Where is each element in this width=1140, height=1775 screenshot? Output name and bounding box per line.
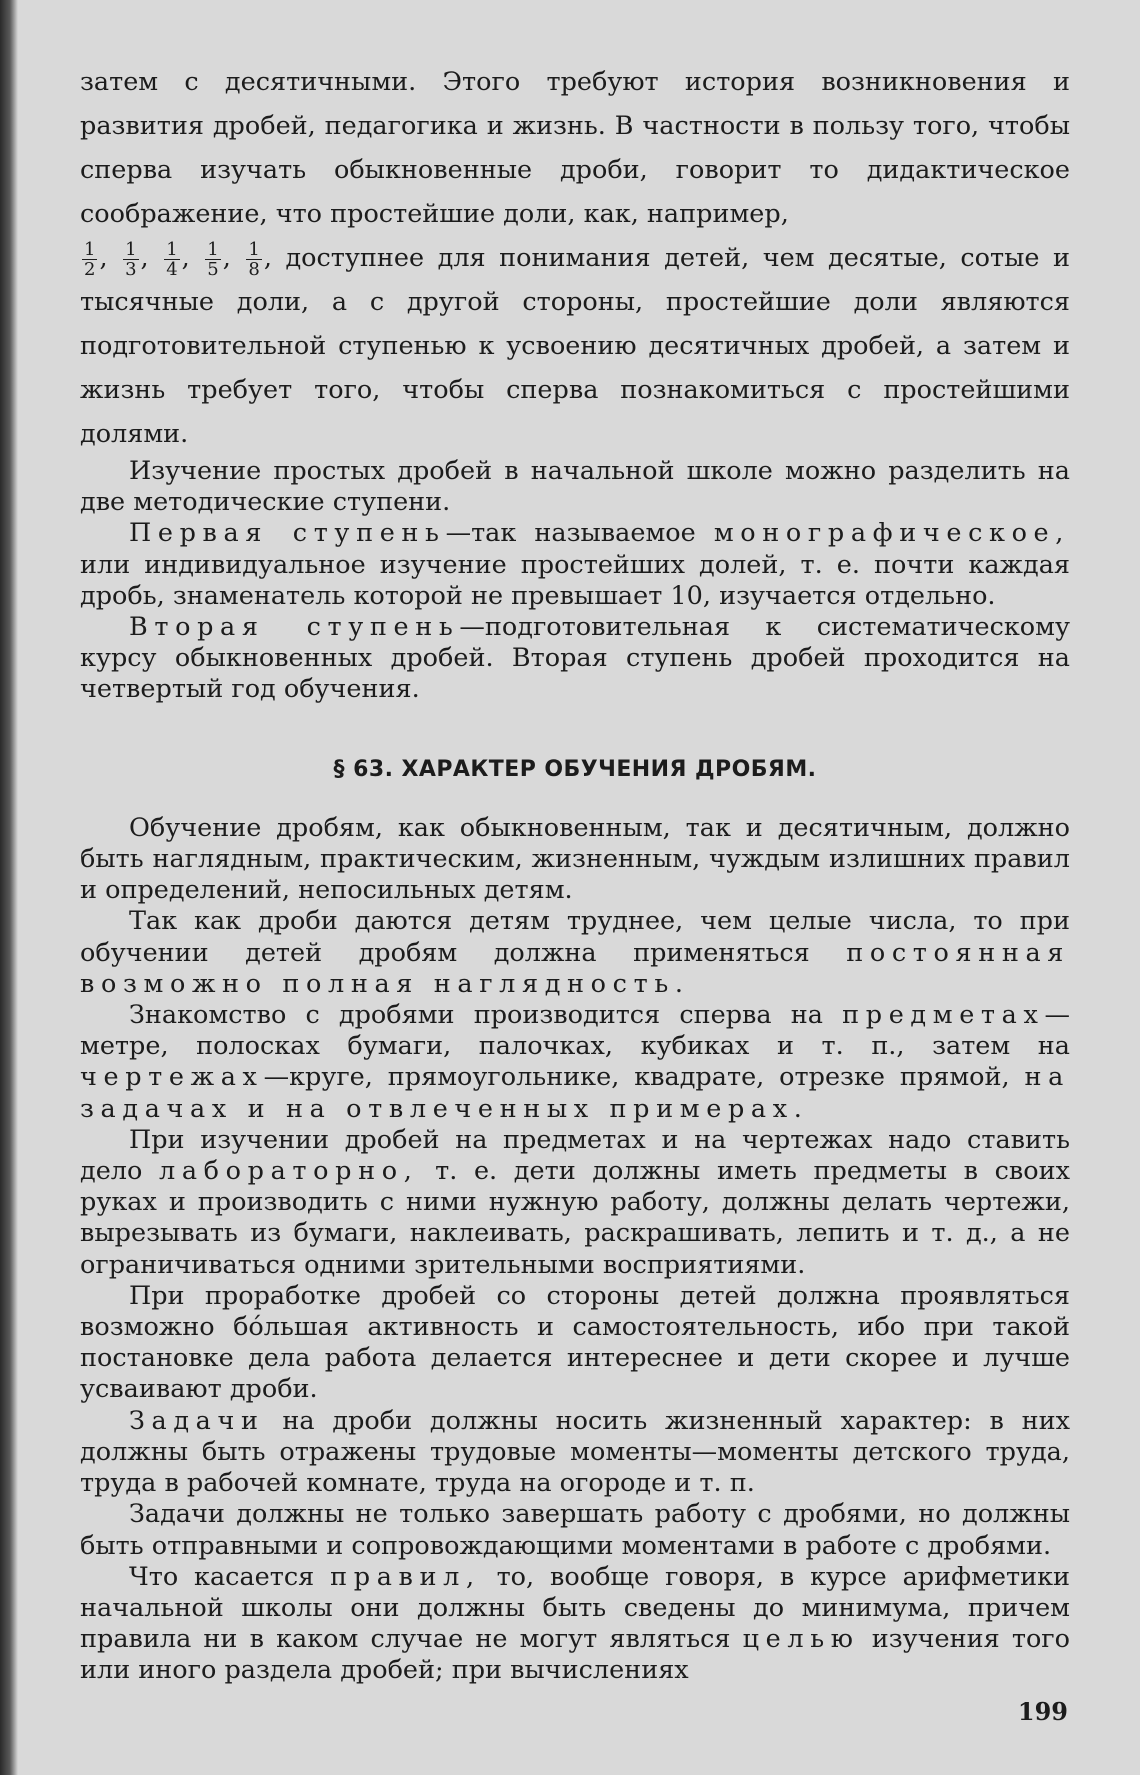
paragraph-9: При проработке дробей со стороны детей должна проявляться возможно бóльшая активность и самостоятельность, ибо при такой постановке дела работа делается интереснее и дети скорее и лучше усваивают дроби. <box>80 1280 1070 1405</box>
paragraph-6: Так как дроби даются детям труднее, чем целые числа, то при обучении детей дробям должна применяться постоянная возможно полная наглядность. <box>80 906 1071 999</box>
paragraph-1: затем с десятичными. Этого требуют история возникновения и развития дробей, педагогика и жизнь. В частности в пользу того, чтобы сперва изучать обыкновенные дроби, говорит то дидактическое соображение, что простейшие доли, как, например, $\frac{1}{2}$ , $\frac{1}{3}$ , $\frac{1}{4}$ , $\frac{1}{5}$ , $\frac{1}{8}$ , доступнее для понимания детей, чем десятые, сотые и тысячные доли, а с другой стороны, простейшие доли являются подготовительной ступенью к усвоению десятичных дробей, а затем и жизнь требует того, чтобы сперва познакомиться с простейшими долями. <box>80 67 1070 449</box>
paragraph-7: Знакомство с дробями производится сперва на предметах—метре, полосках бумаги, палочках, кубиках и т. п., затем на чертежах—круге, прямоугольнике, квадрате, отрезке прямой, на задачах и на отвлеченных примерах. <box>80 1000 1071 1124</box>
paragraph-3: Первая ступень—так называемое монографическое, или индивидуальное изучение простейших долей, т. е. почти каждая дробь, знаменатель которой не превышает 10, изучается отдельно. <box>80 518 1071 611</box>
paragraph-5: Обучение дробям, как обыкновенным, так и десятичным, должно быть наглядным, практическим, жизненным, чуждым излишних правил и определений, непосильных детям. <box>80 812 1070 906</box>
paragraph-12: Что касается правил, то, вообще говоря, в курсе арифметики начальной школы они должны быть сведены до минимума, причем правила ни в каком случае не могут являться целью изучения того или иного раздела дробей; при вычислениях <box>80 1561 1071 1686</box>
fraction-1-5: $\frac{1}{5}$ <box>207 238 219 280</box>
fraction-1-8: $\frac{1}{8}$ <box>248 238 260 280</box>
paragraph-10: Задачи на дроби должны носить жизненный характер: в них должны быть отражены трудовые моменты—моменты детского труда, труда в рабочей комнате, труда на огороде и т. п. <box>80 1405 1070 1499</box>
page-number: 199 <box>1017 1697 1068 1726</box>
page-text <box>80 60 1070 1687</box>
paragraph-4: Вторая ступень—подготовительная к систематическому курсу обыкновенных дробей. Вторая ступень дробей проходится на четвертый год обучения. <box>80 612 1070 705</box>
section-heading: § 63. ХАРАКТЕР ОБУЧЕНИЯ ДРОБЯМ. <box>333 756 817 782</box>
paragraph-2: Изучение простых дробей в начальной школе можно разделить на две методические ступени. <box>80 456 1070 518</box>
fraction-1-3: $\frac{1}{3}$ <box>125 238 137 280</box>
fraction-1-4: $\frac{1}{4}$ <box>166 238 178 280</box>
paragraph-11: Задачи должны не только завершать работу с дробями, но должны быть отправными и сопровождающими моментами в работе с дробями. <box>80 1499 1070 1561</box>
page-binding-shadow <box>0 0 18 1775</box>
fraction-1-2: $\frac{1}{2}$ <box>84 238 96 280</box>
paragraph-8: При изучении дробей на предметах и на чертежах надо ставить дело лабораторно, т. е. дети должны иметь предметы в своих руках и производить с ними нужную работу, должны делать чертежи, вырезывать из бумаги, наклеивать, раскрашивать, лепить и т. д., а не ограничиваться одними зрительными восприятиями. <box>80 1124 1071 1280</box>
